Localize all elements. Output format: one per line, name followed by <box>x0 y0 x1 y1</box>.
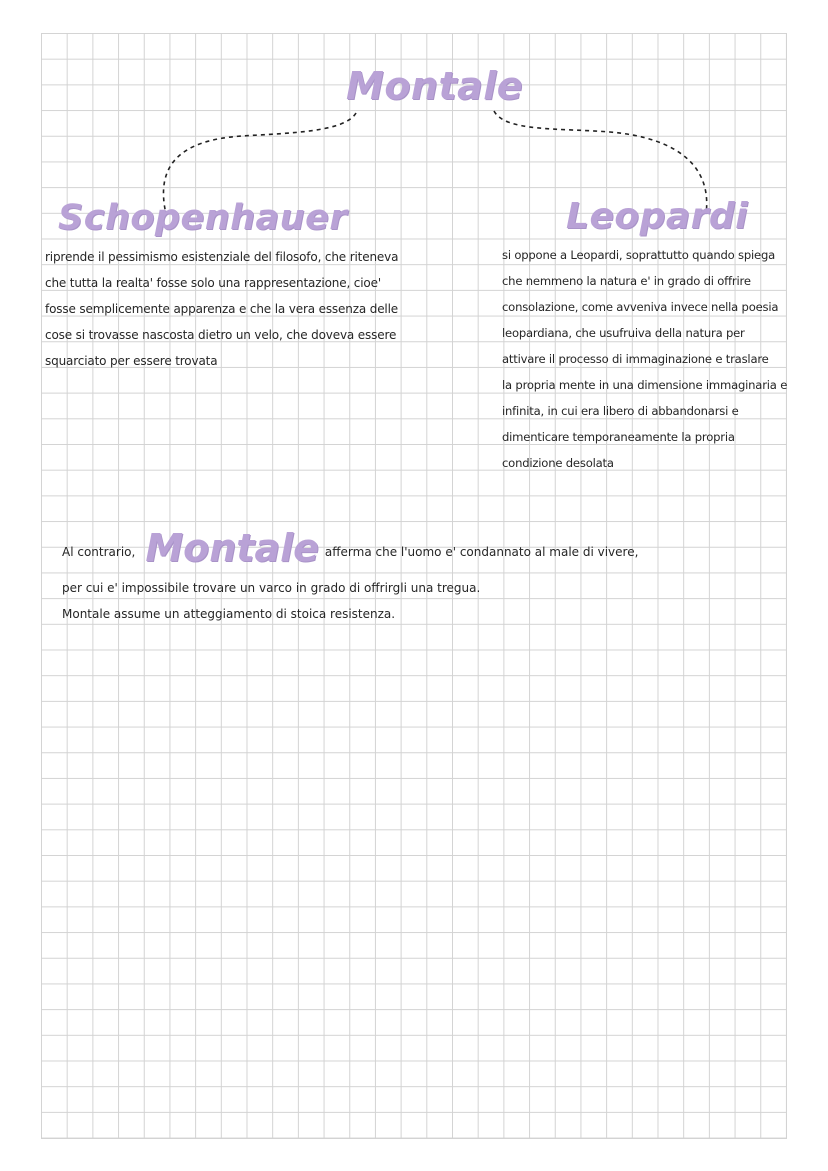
conclusion-montale-title: Montale <box>145 526 319 570</box>
schopenhauer-line: cose si trovasse nascosta dietro un velo, che doveva essere <box>45 328 397 342</box>
schopenhauer-line: fosse semplicemente apparenza e che la vera essenza delle <box>45 302 399 316</box>
leopardi-line: leopardiana, che usufruiva della natura per <box>502 326 745 340</box>
schopenhauer-line: che tutta la realta' fosse solo una rappresentazione, cioe' <box>45 276 382 290</box>
leopardi-line: che nemmeno la natura e' in grado di offrire <box>502 274 751 288</box>
leopardi-line: dimenticare temporaneamente la propria <box>502 430 735 444</box>
leopardi-line: consolazione, come avveniva invece nella poesia <box>502 300 779 314</box>
conclusion-suffix: afferma che l'uomo e' condannato al male di vivere, <box>324 545 639 559</box>
schopenhauer-title: Schopenhauer <box>58 198 348 238</box>
leopardi-paragraph <box>502 242 787 476</box>
leopardi-line: infinita, in cui era libero di abbandonarsi e <box>502 404 739 418</box>
conclusion-prefix: Al contrario, <box>62 545 136 559</box>
conclusion-line-3: Montale assume un atteggiamento di stoica resistenza. <box>62 607 396 621</box>
conclusion-line-1 <box>62 526 639 574</box>
leopardi-line: attivare il processo di immaginazione e traslare <box>502 352 769 366</box>
leopardi-title: Leopardi <box>566 196 749 237</box>
schopenhauer-paragraph <box>45 244 398 374</box>
leopardi-line: si oppone a Leopardi, soprattutto quando spiega <box>502 248 776 262</box>
schopenhauer-line: riprende il pessimismo esistenziale del filosofo, che riteneva <box>45 250 399 264</box>
conclusion-line-2: per cui e' impossibile trovare un varco in grado di offrirgli una tregua. <box>62 581 481 595</box>
main-title: Montale <box>346 64 524 108</box>
leopardi-line: la propria mente in una dimensione immaginaria e <box>502 378 788 392</box>
schopenhauer-line: squarciato per essere trovata <box>45 354 218 368</box>
leopardi-line: condizione desolata <box>502 456 614 470</box>
